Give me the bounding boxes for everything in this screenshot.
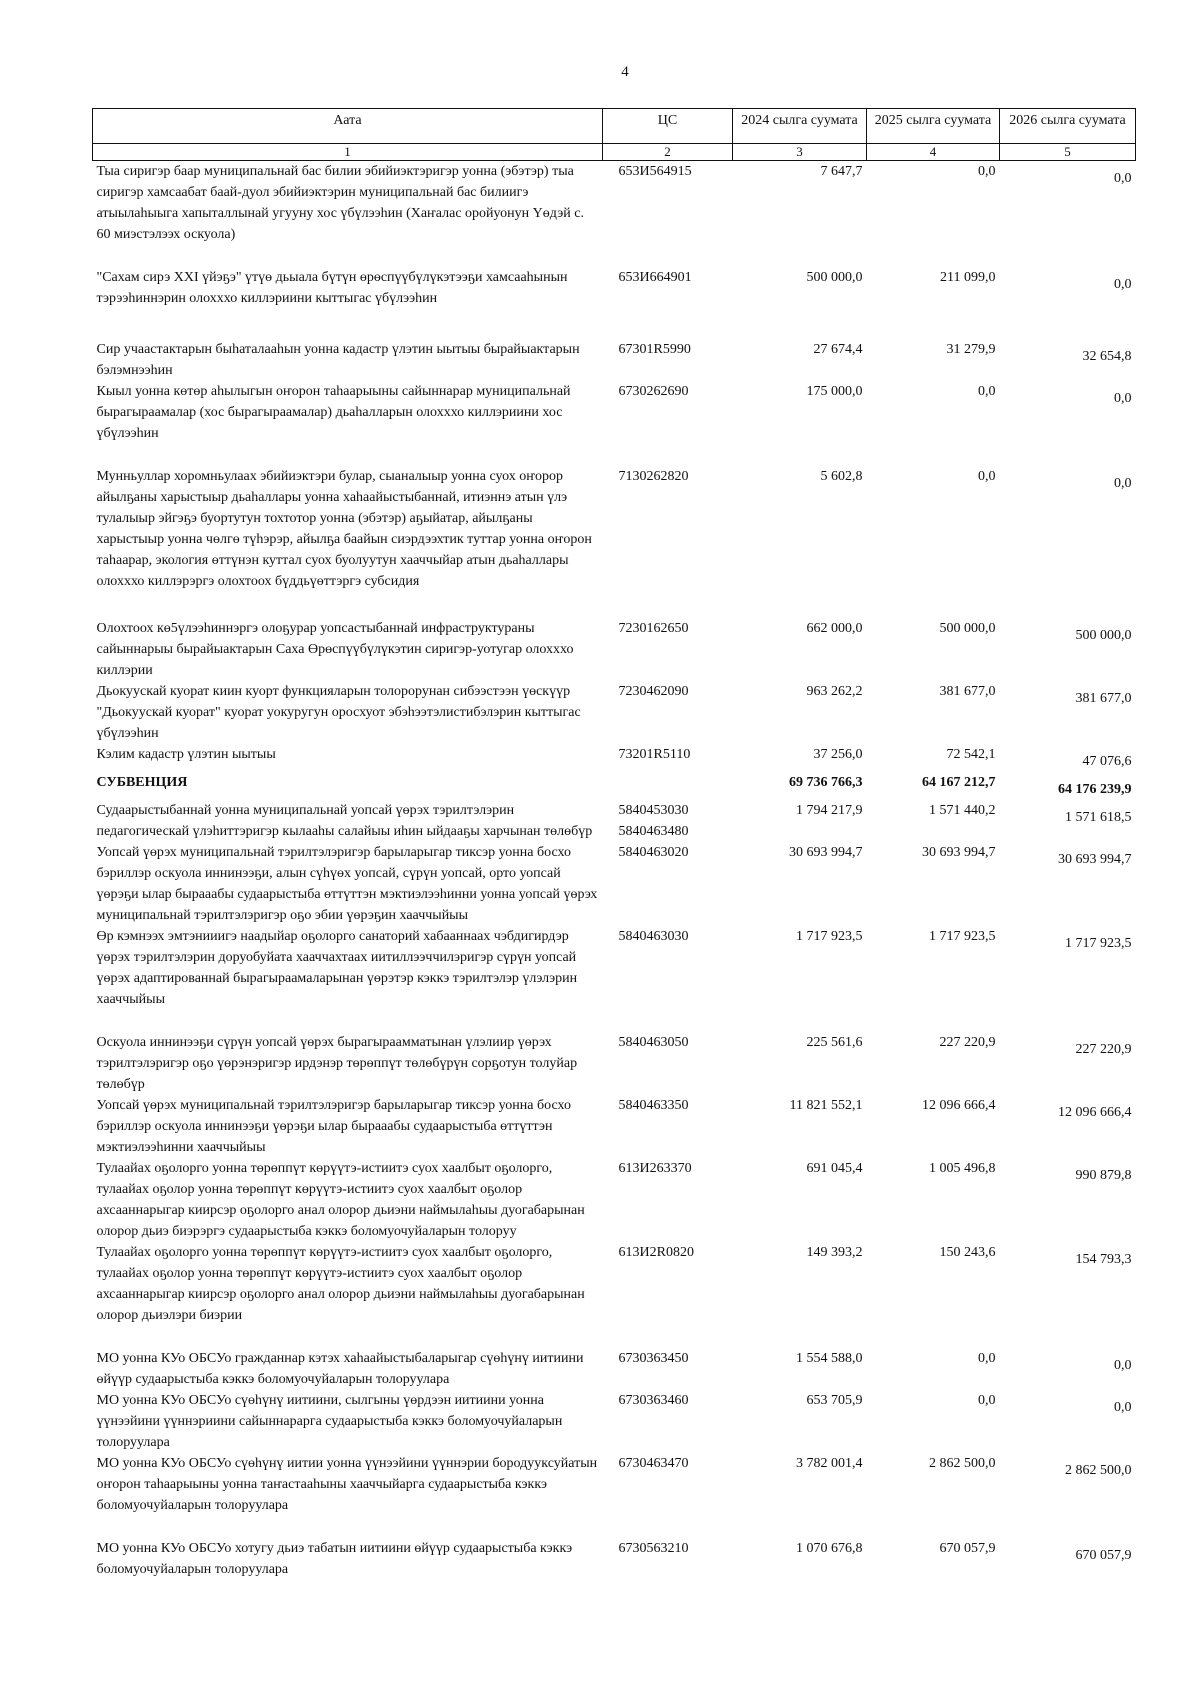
row-value-2024: 1 794 217,9 bbox=[796, 803, 863, 818]
table-row bbox=[93, 618, 1136, 681]
row-value-2025: 0,0 bbox=[978, 469, 996, 484]
row-value-2026: 30 693 994,7 bbox=[1058, 852, 1132, 867]
row-value-2026: 2 862 500,0 bbox=[1065, 1463, 1132, 1478]
row-value-2024: 69 736 766,3 bbox=[789, 775, 863, 790]
row-name: Сир учаастактарын быһаталааһын уонна кадастр үлэтин ыытыы бырайыактарын бэлэмнээһин bbox=[96, 342, 580, 378]
row-code: 7230162650 bbox=[618, 621, 689, 636]
row-value-2025: 0,0 bbox=[978, 164, 996, 179]
row-value-2026: 381 677,0 bbox=[1075, 691, 1132, 706]
row-value-2026: 1 717 923,5 bbox=[1065, 936, 1132, 951]
table-row bbox=[93, 1095, 1136, 1158]
row-code: 5840463350 bbox=[618, 1098, 689, 1113]
row-name: МО уонна КУо ОБСУо сүөһүнү иитии уонна үүнээйини үүннэрии бородууксуйатын оҥорон таһаарыыны уонна таҥастааһыны хааччыйарга судаарыстыба кэккэ боломуочуйаларын толоруулара bbox=[96, 1456, 598, 1513]
table-row bbox=[93, 772, 1136, 800]
row-value-2025: 150 243,6 bbox=[939, 1245, 996, 1260]
row-value-2024: 653 705,9 bbox=[806, 1393, 863, 1408]
row-code: 6730363460 bbox=[618, 1393, 689, 1408]
row-code: 73201R5110 bbox=[618, 747, 691, 762]
row-code bbox=[603, 772, 733, 800]
row-value-2025: 2 862 500,0 bbox=[929, 1456, 996, 1471]
table-row bbox=[93, 800, 1136, 842]
row-value-2024: 175 000,0 bbox=[806, 384, 863, 399]
row-value-2025: 1 571 440,2 bbox=[929, 803, 996, 818]
row-value-2024: 37 256,0 bbox=[813, 747, 863, 762]
header-year-2025: 2025 сылга суумата bbox=[867, 109, 1000, 144]
header-name: Аата bbox=[93, 109, 603, 144]
row-value-2025: 500 000,0 bbox=[939, 621, 996, 636]
page-number: 4 bbox=[621, 64, 629, 80]
row-code: 653И564915 bbox=[618, 164, 692, 179]
row-value-2026: 0,0 bbox=[1114, 1400, 1132, 1415]
table-row bbox=[93, 267, 1136, 339]
row-name: Мунньуллар хоромньулаах эбийиэктэри булар, сыаналыыр уонна суох оҥорор айылҕаны харыстыыр дьаһаллары уонна хаһаайыстыбаннай, итиэннэ атын үлэ тулалыыр эйгэҕэ буортутун тохтотор уонна (эбэтэр) аҕыйатар, айылҕаны харыстыыр уонна чөлгө түһэрэр, айылҕа баайын сиэрдээхтик туттар уонна оҥорон таһаарар, экология өттүнэн куттал суох буолуутун хааччыйар атын дьаһаллары олохххо киллэрэргэ олохтоох бүддьүөттэргэ субсидия bbox=[96, 469, 592, 589]
row-value-2026: 12 096 666,4 bbox=[1058, 1105, 1132, 1120]
row-code: 6730363450 bbox=[618, 1351, 689, 1366]
row-name: Тулаайах оҕолорго уонна төрөппүт көрүүтэ-истиитэ суох хаалбыт оҕолорго, тулаайах оҕолор уонна төрөппүт көрүүтэ-истиитэ суох хаалбыт оҕолор ахсааннарыгар киирсэр оҕолорго анал олорор дьиэни наймылаһыы дуогабарынан олорор дьиэ биэрэргэ судаарыстыба кэккэ боломуочуйаларын толоруу bbox=[96, 1161, 585, 1239]
row-code: 5840463050 bbox=[618, 1035, 689, 1050]
header-code: ЦС bbox=[603, 109, 733, 144]
table-header bbox=[93, 109, 1136, 161]
row-name: Уопсай үөрэх муниципальнай тэрилтэлэригэр барыларыгар тиксэр уонна босхо бэриллэр оскуола иннинээҕи, алын сүһүөх уопсай, сүрүн уопсай, орто уопсай үөрэҕи ылар бырааабы судаарыстыба өттүттэн мэктиэлээһинни уонна уопсай үөрэх муниципальнай тэрилтэлэригэр оҕо эбии үөрэҕин хааччыйыы bbox=[96, 845, 598, 923]
row-name: СУБВЕНЦИЯ bbox=[96, 775, 188, 790]
table-row bbox=[93, 1390, 1136, 1453]
row-value-2024: 1 554 588,0 bbox=[796, 1351, 863, 1366]
row-code: 6730262690 bbox=[618, 384, 689, 399]
row-name: "Сахам сирэ XXI үйэҕэ" үтүө дьыала бүтүн өрөспүүбүлүкэтээҕи хамсааһынын тэрээһиннэрин олохххо киллэриини кыттыгас үбүлээһин bbox=[96, 270, 568, 306]
row-value-2024: 149 393,2 bbox=[806, 1245, 863, 1260]
header-num-1: 1 bbox=[93, 144, 603, 161]
row-code: 67301R5990 bbox=[618, 342, 691, 357]
row-value-2025: 1 005 496,8 bbox=[929, 1161, 996, 1176]
row-value-2025: 30 693 994,7 bbox=[922, 845, 996, 860]
row-value-2025: 72 542,1 bbox=[946, 747, 996, 762]
table-row bbox=[93, 681, 1136, 744]
row-name: Тыа сиригэр баар муниципальнай бас билии эбийиэктэригэр уонна (эбэтэр) тыа сиригэр хамсаабат баай-дуол эбийиэктэрин муниципальнай бас билиигэ атыылаһыыга хапыталлынай угууну хос үбүлээһин (Хаҥалас оройуонун Үөдэй с. 60 миэстэлээх оскуола) bbox=[96, 164, 584, 242]
table-row bbox=[93, 1538, 1136, 1580]
row-name: МО уонна КУо ОБСУо хотугу дьиэ табатын иитиини өйүүр судаарыстыба кэккэ боломуочуйаларын толоруулара bbox=[96, 1541, 573, 1577]
row-value-2026: 500 000,0 bbox=[1075, 628, 1132, 643]
row-code: 7230462090 bbox=[618, 684, 689, 699]
row-value-2025: 12 096 666,4 bbox=[922, 1098, 996, 1113]
row-value-2026: 0,0 bbox=[1114, 277, 1132, 292]
row-value-2025: 64 167 212,7 bbox=[922, 775, 996, 790]
row-value-2024: 225 561,6 bbox=[806, 1035, 863, 1050]
row-value-2026: 0,0 bbox=[1114, 476, 1132, 491]
row-value-2024: 7 647,7 bbox=[820, 164, 863, 179]
table-row bbox=[93, 1032, 1136, 1095]
header-num-5: 5 bbox=[1000, 144, 1136, 161]
table-row bbox=[93, 1453, 1136, 1538]
row-value-2025: 1 717 923,5 bbox=[929, 929, 996, 944]
row-value-2026: 0,0 bbox=[1114, 171, 1132, 186]
row-value-2025: 211 099,0 bbox=[940, 270, 996, 285]
row-value-2024: 1 717 923,5 bbox=[796, 929, 863, 944]
row-code: 6730563210 bbox=[618, 1541, 689, 1556]
header-num-4: 4 bbox=[867, 144, 1000, 161]
row-value-2025: 0,0 bbox=[978, 384, 996, 399]
table-row bbox=[93, 744, 1136, 772]
table-row bbox=[93, 381, 1136, 466]
row-value-2026: 64 176 239,9 bbox=[1058, 782, 1132, 797]
row-value-2024: 1 070 676,8 bbox=[796, 1541, 863, 1556]
row-name: Оскуола иннинээҕи сүрүн уопсай үөрэх бырагыраамматынан үлэлиир үөрэх тэрилтэлэригэр оҕо үөрэнэригэр ирдэнэр төрөппүт төлөбүрүн сорҕотун толуйар төлөбүр bbox=[96, 1035, 578, 1092]
row-name: Кыыл уонна көтөр аһылыгын оҥорон таһаарыыны сайыннарар муниципальнай бырагыраамалар (хос бырагыраамалар) дьаһалларын олохххо киллэриини хос үбүлээһин bbox=[96, 384, 571, 441]
row-value-2024: 500 000,0 bbox=[806, 270, 863, 285]
row-value-2024: 691 045,4 bbox=[806, 1161, 863, 1176]
row-value-2026: 0,0 bbox=[1114, 391, 1132, 406]
header-year-2024: 2024 сылга суумата bbox=[733, 109, 867, 144]
row-value-2024: 27 674,4 bbox=[813, 342, 863, 357]
row-value-2024: 5 602,8 bbox=[820, 469, 863, 484]
row-name: Судаарыстыбаннай уонна муниципальнай уопсай үөрэх тэрилтэлэрин педагогическай үлэһиттэригэр кылааһы салайыы иһин ыйдааҕы харчынан төлөбүр bbox=[96, 803, 593, 839]
row-value-2026: 227 220,9 bbox=[1075, 1042, 1132, 1057]
row-code: 613И2R0820 bbox=[618, 1245, 694, 1260]
row-name: Тулаайах оҕолорго уонна төрөппүт көрүүтэ-истиитэ суох хаалбыт оҕолорго, тулаайах оҕолор уонна төрөппүт көрүүтэ-истиитэ суох хаалбыт оҕолор ахсааннарыгар киирсэр оҕолорго анал олорор дьиэни наймылаһыы дуогабарынан олорор дьиэлэри биэрии bbox=[96, 1245, 585, 1323]
row-code: 5840453030 5840463480 bbox=[618, 803, 689, 839]
row-code: 6730463470 bbox=[618, 1456, 689, 1471]
table-row bbox=[93, 1348, 1136, 1390]
row-name: Уопсай үөрэх муниципальнай тэрилтэлэригэр барыларыгар тиксэр уонна босхо бэриллэр оскуола иннинээҕи үөрэҕи ылар бырааабы судаарыстыба өттүттэн мэктиэлээһинни хааччыйыы bbox=[96, 1098, 571, 1155]
header-num-3: 3 bbox=[733, 144, 867, 161]
header-num-2: 2 bbox=[603, 144, 733, 161]
row-code: 5840463020 bbox=[618, 845, 689, 860]
header-year-2026: 2026 сылга суумата bbox=[1000, 109, 1136, 144]
row-value-2025: 0,0 bbox=[978, 1351, 996, 1366]
row-code: 7130262820 bbox=[618, 469, 689, 484]
row-name: Олохтоох кө5үлээһиннэргэ олоҕурар уопсастыбаннай инфраструктураны сайыннарыы бырайыактарын Саха Өрөспүүбүлүкэтин сиригэр-уотугар олохххо киллэрии bbox=[96, 621, 574, 678]
row-value-2026: 47 076,6 bbox=[1082, 754, 1132, 769]
row-value-2025: 0,0 bbox=[978, 1393, 996, 1408]
row-value-2024: 963 262,2 bbox=[806, 684, 863, 699]
row-value-2026: 154 793,3 bbox=[1075, 1252, 1132, 1267]
row-value-2024: 30 693 994,7 bbox=[789, 845, 863, 860]
row-value-2024: 662 000,0 bbox=[806, 621, 863, 636]
row-code: 5840463030 bbox=[618, 929, 689, 944]
table-row bbox=[93, 1158, 1136, 1242]
row-value-2026: 1 571 618,5 bbox=[1065, 810, 1132, 825]
row-code: 653И664901 bbox=[618, 270, 692, 285]
budget-table bbox=[92, 108, 1136, 1580]
row-code: 613И263370 bbox=[618, 1161, 692, 1176]
table-body bbox=[93, 161, 1136, 1581]
row-value-2026: 990 879,8 bbox=[1075, 1168, 1132, 1183]
row-value-2026: 32 654,8 bbox=[1082, 349, 1132, 364]
row-value-2026: 0,0 bbox=[1114, 1358, 1132, 1373]
row-value-2025: 31 279,9 bbox=[946, 342, 996, 357]
row-value-2025: 227 220,9 bbox=[939, 1035, 996, 1050]
row-name: Өр кэмнээх эмтэнииигэ наадыйар оҕолорго санаторий хабааннаах чэбдигирдэр үөрэх тэрилтэлэрин доруобуйата хааччахтаах иитиллээччилэригэр сүрүн уопсай үөрэх адаптированнай бырагыраамаларынан үөрэтэр кэккэ тэрилтэлэр үлэлэрин хааччыйыы bbox=[96, 929, 578, 1007]
table-row bbox=[93, 926, 1136, 1032]
row-value-2025: 670 057,9 bbox=[939, 1541, 996, 1556]
row-value-2025: 381 677,0 bbox=[939, 684, 996, 699]
table-row bbox=[93, 339, 1136, 381]
table-row bbox=[93, 466, 1136, 618]
table-row bbox=[93, 842, 1136, 926]
row-value-2024: 11 821 552,1 bbox=[789, 1098, 863, 1113]
row-value-2024: 3 782 001,4 bbox=[796, 1456, 863, 1471]
row-value-2026: 670 057,9 bbox=[1075, 1548, 1132, 1563]
table-row bbox=[93, 161, 1136, 268]
row-name: Дьокуускай куорат киин куорт функцияларын толорорунан сибээстээн үөскүүр "Дьокуускай куорат" куорат уокуругун оросхуот эбэһээтэлистибэлэрин кыттыгас үбүлээһин bbox=[96, 684, 581, 741]
table-row bbox=[93, 1242, 1136, 1348]
row-name: МО уонна КУо ОБСУо сүөһүнү иитиини, сылгыны үөрдээн иитиини уонна үүнээйини үүннэриини сайыннарарга судаарыстыба кэккэ боломуочуйаларын толоруулара bbox=[96, 1393, 563, 1450]
row-name: Кэлим кадастр үлэтин ыытыы bbox=[96, 747, 276, 762]
row-name: МО уонна КУо ОБСУо гражданнар кэтэх хаһаайыстыбаларыгар сүөһүнү иитиини өйүүр судаарыстыба кэккэ боломуочуйаларын толоруулара bbox=[96, 1351, 584, 1387]
